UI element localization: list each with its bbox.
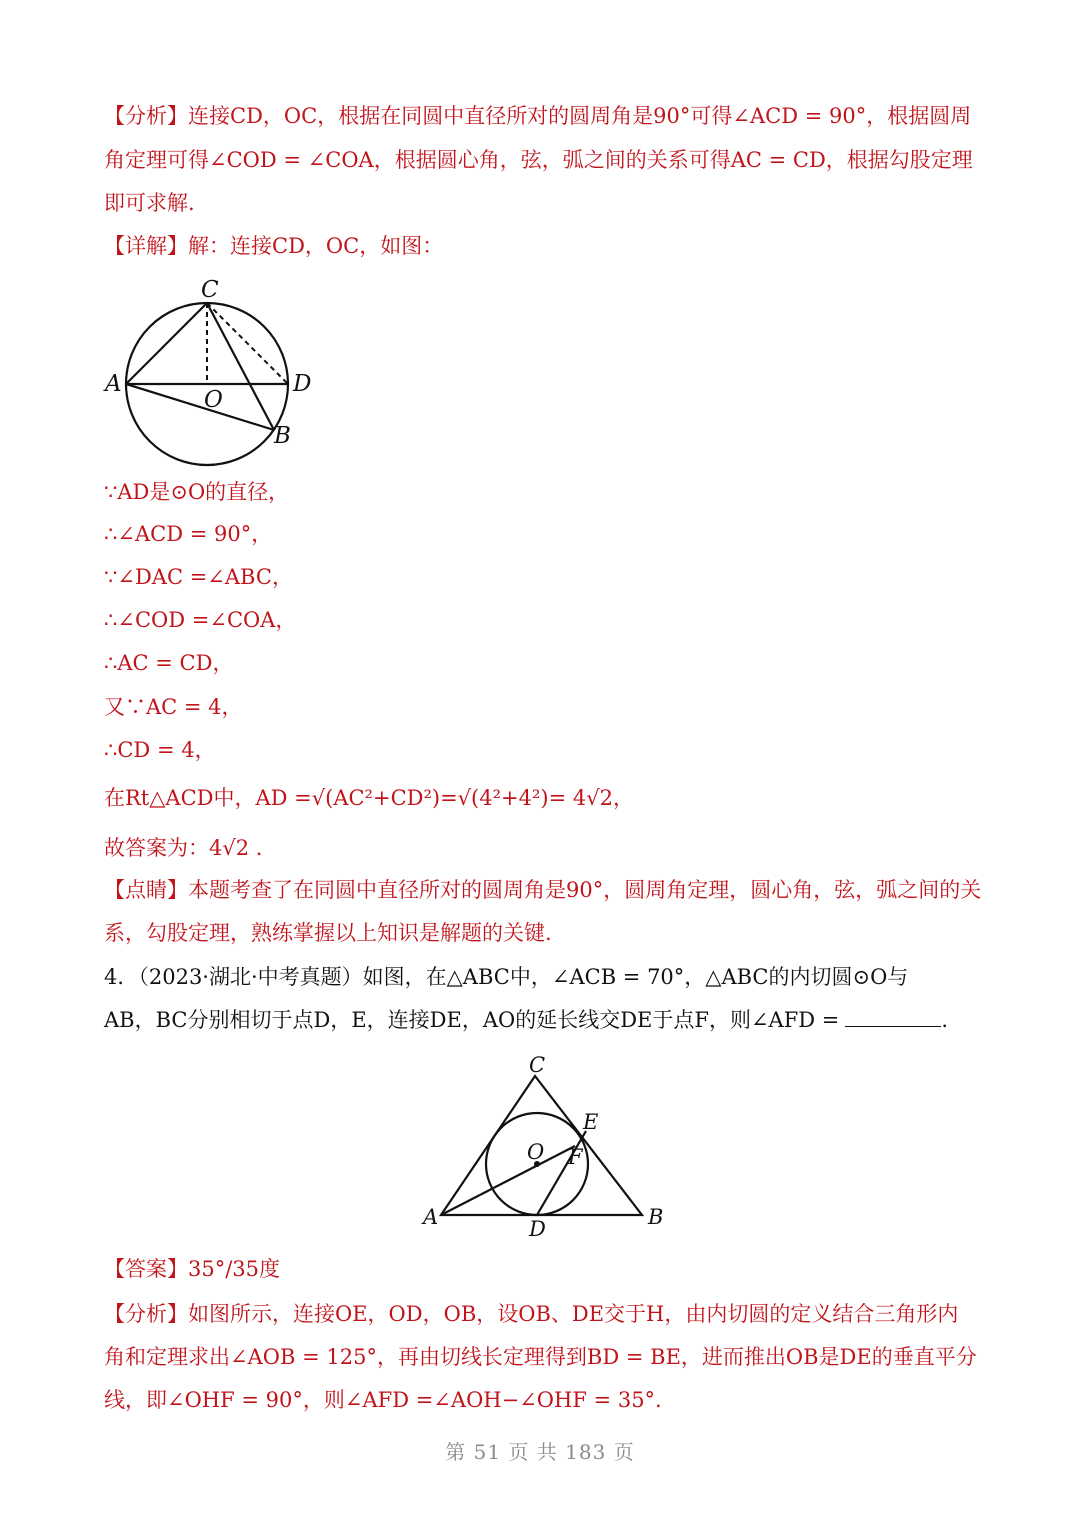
label-b: B bbox=[274, 423, 291, 449]
step-5: ∴AC = CD， bbox=[104, 651, 234, 675]
answer-line: 故答案为：4√2 . bbox=[104, 836, 263, 860]
step-2: ∴∠ACD = 90°， bbox=[104, 522, 273, 546]
label-o: O bbox=[527, 1140, 545, 1164]
label-d: D bbox=[293, 371, 312, 397]
analysis-line-3: 即可求解. bbox=[104, 191, 195, 215]
step-1: ∵AD是⊙O的直径， bbox=[104, 480, 290, 504]
step-7: ∴CD = 4， bbox=[104, 738, 216, 762]
segment-cd-dashed bbox=[207, 303, 288, 384]
label-c: C bbox=[529, 1053, 546, 1077]
analysis-4-line-3: 线，即∠OHF = 90°，则∠AFD =∠AOH−∠OHF = 35°. bbox=[104, 1388, 662, 1412]
analysis-line-1: 【分析】连接CD，OC，根据在同圆中直径所对的圆周角是90°可得∠ACD = 90°，根据圆周 bbox=[104, 104, 972, 128]
label-d: D bbox=[529, 1217, 546, 1241]
analysis-4-line-1: 【分析】如图所示，连接OE，OD，OB，设OB、DE交于H，由内切圆的定义结合三角形内 bbox=[104, 1302, 959, 1326]
segment-ac bbox=[126, 303, 207, 384]
answer-4: 【答案】35°/35度 bbox=[104, 1257, 281, 1281]
label-b: B bbox=[648, 1205, 664, 1229]
triangle-figure bbox=[415, 1050, 675, 1245]
page-footer: 第 51 页 共 183 页 bbox=[445, 1440, 635, 1464]
question-line-2-end: . bbox=[941, 1008, 949, 1032]
step-6: 又∵AC = 4， bbox=[104, 695, 243, 719]
circle-figure bbox=[100, 270, 330, 480]
question-line-1: 4．（2023·湖北·中考真题）如图，在△ABC中，∠ACB = 70°，△ABC的内切圆⊙O与 bbox=[104, 965, 909, 989]
label-o: O bbox=[204, 387, 223, 413]
label-f: F bbox=[568, 1145, 583, 1169]
label-e: E bbox=[583, 1110, 599, 1134]
label-a: A bbox=[105, 371, 122, 397]
question-line-2 bbox=[104, 1005, 948, 1035]
segment-de bbox=[537, 1131, 586, 1215]
label-c: C bbox=[201, 277, 219, 303]
analysis-4-line-2: 角和定理求出∠AOB = 125°，再由切线长定理得到BD = BE，进而推出OB是DE的垂直平分 bbox=[104, 1345, 977, 1369]
step-8: 在Rt△ACD中，AD =√(AC²+CD²)=√(4²+4²)= 4√2， bbox=[104, 786, 634, 810]
step-3: ∵∠DAC =∠ABC， bbox=[104, 565, 293, 589]
comment-line-2: 系，勾股定理，熟练掌握以上知识是解题的关键. bbox=[104, 921, 552, 945]
detail-heading: 【详解】解：连接CD，OC，如图： bbox=[104, 234, 444, 258]
segment-ab bbox=[126, 384, 274, 430]
comment-line-1: 【点睛】本题考查了在同圆中直径所对的圆周角是90°，圆周角定理，圆心角，弦，弧之间的关 bbox=[104, 878, 982, 902]
step-4: ∴∠COD =∠COA， bbox=[104, 608, 297, 632]
question-line-2-text: AB，BC分别相切于点D，E，连接DE，AO的延长线交DE于点F，则∠AFD = bbox=[104, 1008, 840, 1032]
label-a: A bbox=[423, 1205, 439, 1229]
analysis-line-2: 角定理可得∠COD = ∠COA，根据圆心角，弦，弧之间的关系可得AC = CD，根据勾股定理 bbox=[104, 148, 973, 172]
answer-blank bbox=[845, 1006, 941, 1027]
